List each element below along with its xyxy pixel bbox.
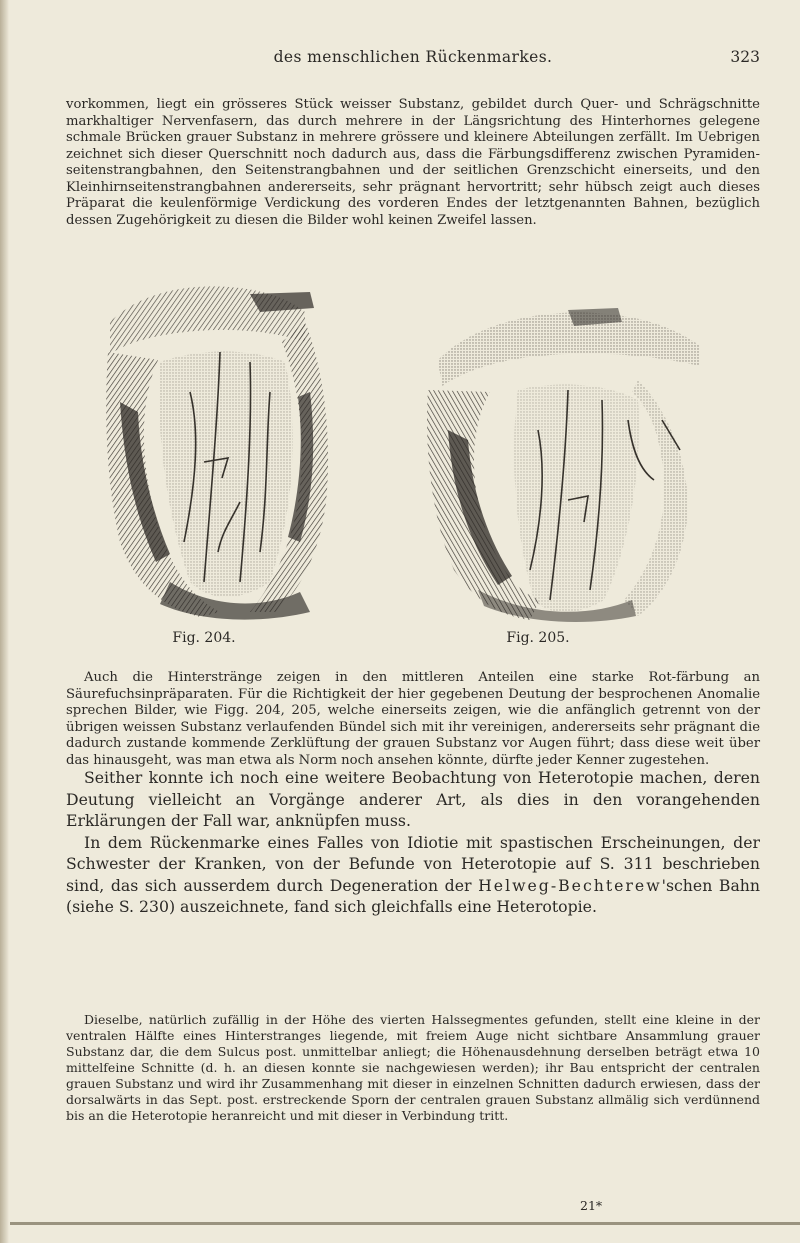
figure-204-illustration <box>100 282 352 622</box>
running-title: des menschlichen Rückenmarkes. <box>273 48 553 66</box>
paragraph-3 <box>66 767 760 918</box>
paragraph-4 <box>66 1012 760 1124</box>
printer-signature: 21* <box>580 1198 603 1213</box>
book-spine-shadow <box>0 0 9 1243</box>
figure-204-caption: Fig. 204. <box>172 630 236 646</box>
page-number: 323 <box>730 48 760 66</box>
author-name-spaced: Helweg-Bechterew <box>478 875 662 895</box>
paragraph-2 <box>66 670 760 769</box>
paragraph-1: vorkommen, liegt ein grösseres Stück weisser Substanz, gebildet durch Quer- und Schrägschnitte markhaltiger Nervenfasern, das durch mehrere in der Längsrichtung des Hinterhornes gelegene schmale Brücken grauer Substanz in mehrere grössere und kleinere Abteilungen zerfällt. Im Uebrigen zeichnet sich dieser Querschnitt noch dadurch aus, dass die Färbungsdifferenz zwischen Pyramiden-seitenstrangbahnen, den Seitenstrangbahnen und der seitlichen Grenzschicht einerseits, und den Kleinhirnseitenstrangbahnen andererseits, sehr prägnant hervortritt; sehr hübsch zeigt auch dieses Präparat die keulenförmige Verdickung des vorderen Endes der letztgenannten Bahnen, bezüglich dessen Zugehörigkeit zu diesen die Bilder wohl keinen Zweifel lassen. <box>66 97 760 228</box>
paragraph-3-sentence-a: Seither konnte ich noch eine weitere Beobachtung von Heterotopie machen, deren Deutung vielleicht an Vorgänge anderer Art, als dies in den vorangehenden Erklärungen der Fall war, anknüpfen muss. <box>66 768 760 830</box>
running-header <box>66 48 760 72</box>
figure-205-caption: Fig. 205. <box>506 630 570 646</box>
paragraph-2-text: Auch die Hinterstränge zeigen in den mittleren Anteilen eine starke Rot-färbung an Säurefuchsinpräparaten. Für die Richtigkeit der hier gegebenen Deutung der besprochenen Anomalie sprechen Bilder, wie Figg. 204, 205, welche einerseits zeigen, wie die anfänglich getrennt von der übrigen weissen Substanz verlaufenden Bündel sich mit ihr vereinigen, andererseits sehr prägnant die dadurch zustande kommende Zerklüftung der grauen Substanz vor Augen führt; dass diese weit über das hinausgeht, was man etwa als Norm noch ansehen könnte, dürfte jeder Kenner zugestehen. <box>66 670 760 768</box>
figure-205-illustration <box>418 300 710 622</box>
paragraph-3-sentence-b-start: In dem Rückenmarke eines Falles von Idiotie mit spastischen Erscheinungen, der Schwester der Kranken, von der Befunde von Heterotopie auf S. 311 beschrieben sind, das sich ausserdem durch Degeneration der <box>66 832 760 895</box>
paragraph-4-text: Dieselbe, natürlich zufällig in der Höhe des vierten Halssegmentes gefunden, stellt eine kleine in der ventralen Hälfte eines Hinterstranges liegende, mit freiem Auge nicht sichtbare Ansammlung grauer Substanz dar, die dem Sulcus post. unmittelbar anliegt; die Höhenausdehnung derselben beträgt etwa 10 mittelfeine Schnitte (d. h. an diesen konnte sie nachgewiesen werden); ihr Bau entspricht der centralen grauen Substanz und wird ihr Zusammenhang mit dieser in einzelnen Schnitten dadurch erwiesen, dass der dorsalwärts in das Sept. post. erstreckende Sporn der centralen grauen Substanz allmälig sich verdünnend bis an die Heterotopie heranreicht und mit dieser in Verbindung tritt. <box>66 1012 760 1123</box>
page-bottom-edge <box>10 1222 800 1225</box>
paragraph-3-sentence-b-end: 'schen Bahn (siehe S. 230) auszeichnete, fand sich gleichfalls eine Heterotopie. <box>66 875 760 916</box>
